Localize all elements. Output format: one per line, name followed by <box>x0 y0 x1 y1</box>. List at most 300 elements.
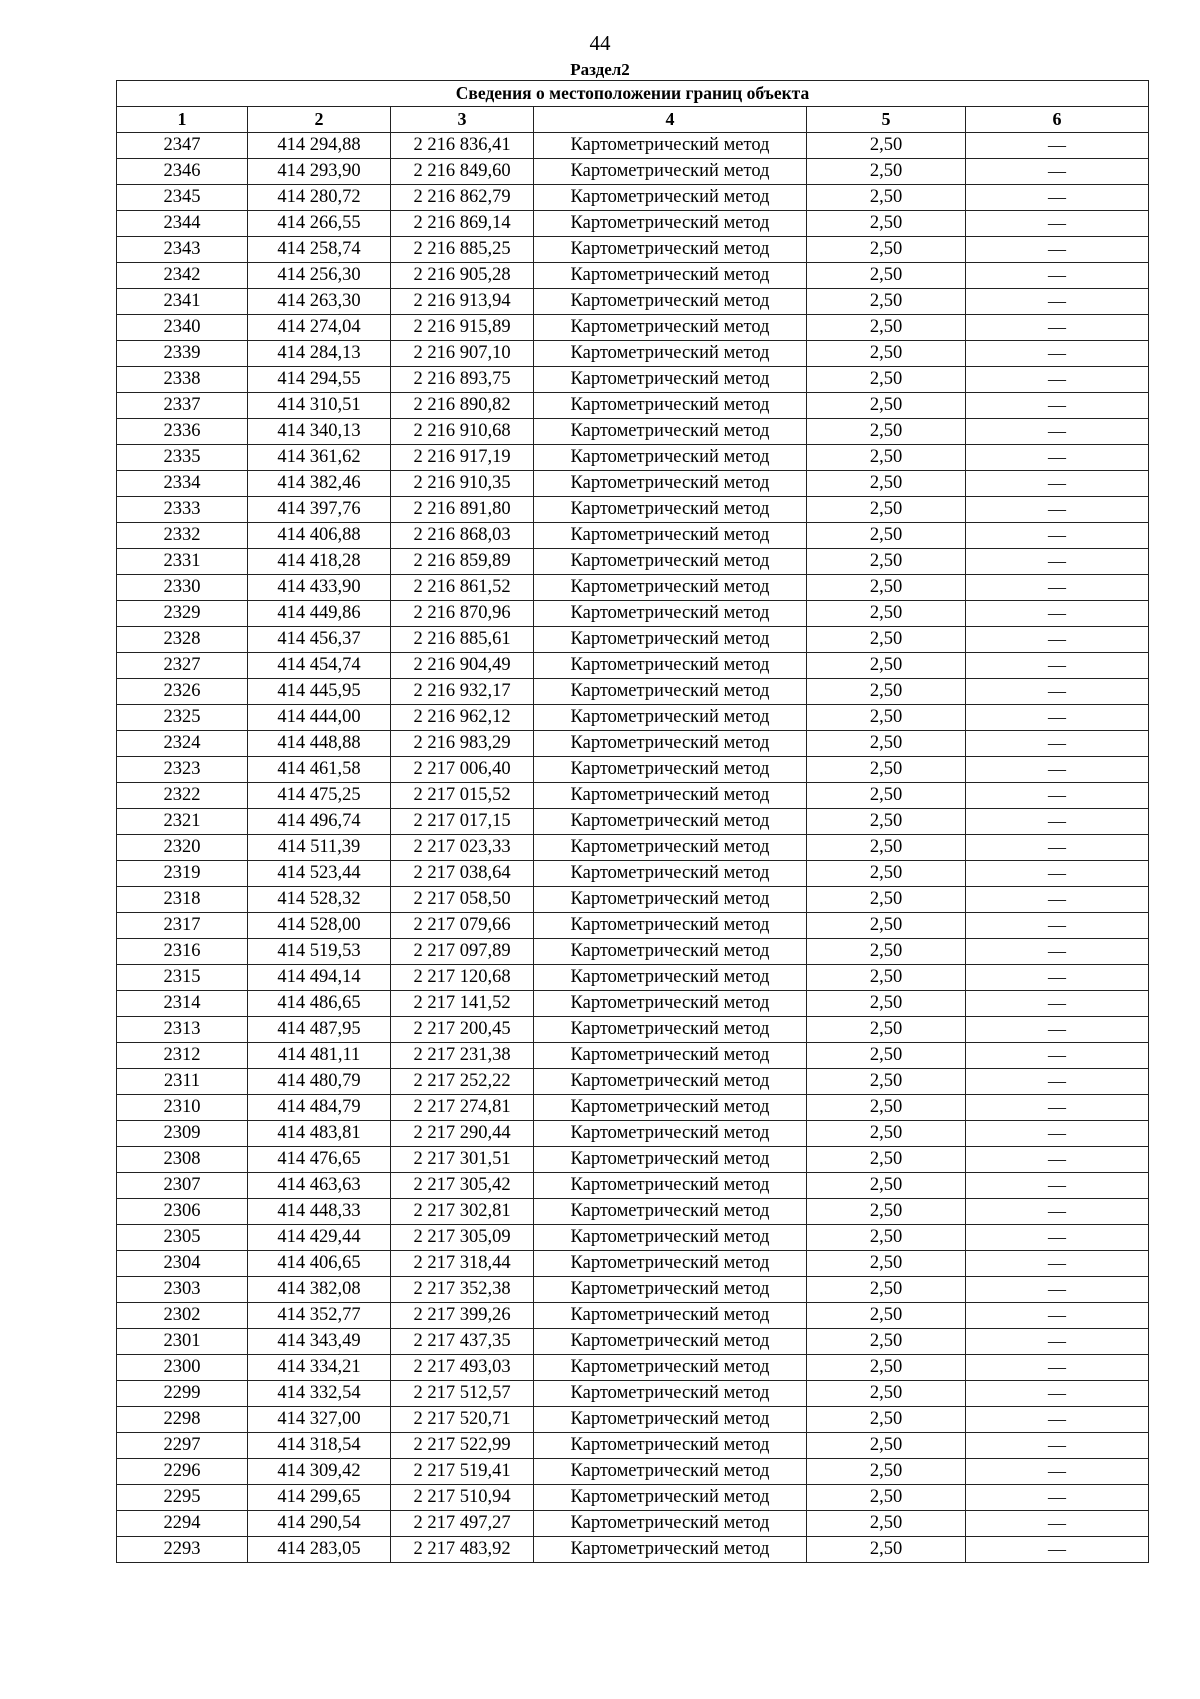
point-number-cell: 2321 <box>117 809 248 835</box>
y-coordinate-cell: 2 217 301,51 <box>391 1147 534 1173</box>
accuracy-cell: 2,50 <box>807 1199 966 1225</box>
method-cell: Картометрический метод <box>534 1017 807 1043</box>
method-cell: Картометрический метод <box>534 263 807 289</box>
x-coordinate-cell: 414 463,63 <box>248 1173 391 1199</box>
description-cell: — <box>966 159 1149 185</box>
accuracy-cell: 2,50 <box>807 783 966 809</box>
method-cell: Картометрический метод <box>534 1537 807 1563</box>
x-coordinate-cell: 414 476,65 <box>248 1147 391 1173</box>
table-row <box>117 1251 1149 1277</box>
x-coordinate-cell: 414 343,49 <box>248 1329 391 1355</box>
y-coordinate-cell: 2 216 891,80 <box>391 497 534 523</box>
column-number: 1 <box>117 107 248 133</box>
y-coordinate-cell: 2 217 305,09 <box>391 1225 534 1251</box>
y-coordinate-cell: 2 216 870,96 <box>391 601 534 627</box>
y-coordinate-cell: 2 217 437,35 <box>391 1329 534 1355</box>
x-coordinate-cell: 414 481,11 <box>248 1043 391 1069</box>
point-number-cell: 2325 <box>117 705 248 731</box>
x-coordinate-cell: 414 382,46 <box>248 471 391 497</box>
method-cell: Картометрический метод <box>534 1355 807 1381</box>
accuracy-cell: 2,50 <box>807 601 966 627</box>
x-coordinate-cell: 414 528,32 <box>248 887 391 913</box>
description-cell: — <box>966 133 1149 159</box>
point-number-cell: 2336 <box>117 419 248 445</box>
table-row <box>117 471 1149 497</box>
x-coordinate-cell: 414 352,77 <box>248 1303 391 1329</box>
point-number-cell: 2345 <box>117 185 248 211</box>
accuracy-cell: 2,50 <box>807 315 966 341</box>
table-row <box>117 939 1149 965</box>
x-coordinate-cell: 414 280,72 <box>248 185 391 211</box>
x-coordinate-cell: 414 484,79 <box>248 1095 391 1121</box>
y-coordinate-cell: 2 216 885,61 <box>391 627 534 653</box>
description-cell: — <box>966 1537 1149 1563</box>
table-row <box>117 627 1149 653</box>
description-cell: — <box>966 263 1149 289</box>
point-number-cell: 2323 <box>117 757 248 783</box>
y-coordinate-cell: 2 216 868,03 <box>391 523 534 549</box>
table-title: Сведения о местоположении границ объекта <box>117 81 1149 107</box>
section-label: Раздел2 <box>570 60 630 79</box>
table-row <box>117 419 1149 445</box>
x-coordinate-cell: 414 340,13 <box>248 419 391 445</box>
table-row <box>117 185 1149 211</box>
method-cell: Картометрический метод <box>534 1433 807 1459</box>
description-cell: — <box>966 523 1149 549</box>
y-coordinate-cell: 2 217 079,66 <box>391 913 534 939</box>
method-cell: Картометрический метод <box>534 237 807 263</box>
description-cell: — <box>966 289 1149 315</box>
x-coordinate-cell: 414 433,90 <box>248 575 391 601</box>
y-coordinate-cell: 2 217 318,44 <box>391 1251 534 1277</box>
description-cell: — <box>966 393 1149 419</box>
accuracy-cell: 2,50 <box>807 939 966 965</box>
accuracy-cell: 2,50 <box>807 887 966 913</box>
description-cell: — <box>966 861 1149 887</box>
method-cell: Картометрический метод <box>534 1303 807 1329</box>
x-coordinate-cell: 414 486,65 <box>248 991 391 1017</box>
x-coordinate-cell: 414 290,54 <box>248 1511 391 1537</box>
y-coordinate-cell: 2 217 512,57 <box>391 1381 534 1407</box>
x-coordinate-cell: 414 456,37 <box>248 627 391 653</box>
table-row <box>117 263 1149 289</box>
description-cell: — <box>966 731 1149 757</box>
point-number-cell: 2342 <box>117 263 248 289</box>
x-coordinate-cell: 414 293,90 <box>248 159 391 185</box>
accuracy-cell: 2,50 <box>807 731 966 757</box>
description-cell: — <box>966 1017 1149 1043</box>
x-coordinate-cell: 414 256,30 <box>248 263 391 289</box>
method-cell: Картометрический метод <box>534 757 807 783</box>
description-cell: — <box>966 1199 1149 1225</box>
method-cell: Картометрический метод <box>534 835 807 861</box>
point-number-cell: 2308 <box>117 1147 248 1173</box>
method-cell: Картометрический метод <box>534 549 807 575</box>
method-cell: Картометрический метод <box>534 1173 807 1199</box>
description-cell: — <box>966 211 1149 237</box>
accuracy-cell: 2,50 <box>807 341 966 367</box>
method-cell: Картометрический метод <box>534 523 807 549</box>
table-row <box>117 809 1149 835</box>
description-cell: — <box>966 1485 1149 1511</box>
table-row <box>117 1407 1149 1433</box>
y-coordinate-cell: 2 217 302,81 <box>391 1199 534 1225</box>
description-cell: — <box>966 315 1149 341</box>
point-number-cell: 2311 <box>117 1069 248 1095</box>
y-coordinate-cell: 2 216 910,35 <box>391 471 534 497</box>
point-number-cell: 2298 <box>117 1407 248 1433</box>
description-cell: — <box>966 367 1149 393</box>
y-coordinate-cell: 2 217 493,03 <box>391 1355 534 1381</box>
point-number-cell: 2312 <box>117 1043 248 1069</box>
table-row <box>117 1511 1149 1537</box>
y-coordinate-cell: 2 217 231,38 <box>391 1043 534 1069</box>
y-coordinate-cell: 2 217 520,71 <box>391 1407 534 1433</box>
accuracy-cell: 2,50 <box>807 523 966 549</box>
description-cell: — <box>966 627 1149 653</box>
point-number-cell: 2313 <box>117 1017 248 1043</box>
point-number-cell: 2305 <box>117 1225 248 1251</box>
table-row <box>117 211 1149 237</box>
x-coordinate-cell: 414 511,39 <box>248 835 391 861</box>
description-cell: — <box>966 653 1149 679</box>
x-coordinate-cell: 414 449,86 <box>248 601 391 627</box>
table-row <box>117 289 1149 315</box>
method-cell: Картометрический метод <box>534 367 807 393</box>
point-number-cell: 2315 <box>117 965 248 991</box>
description-cell: — <box>966 1407 1149 1433</box>
point-number-cell: 2294 <box>117 1511 248 1537</box>
y-coordinate-cell: 2 216 869,14 <box>391 211 534 237</box>
description-cell: — <box>966 1329 1149 1355</box>
point-number-cell: 2347 <box>117 133 248 159</box>
method-cell: Картометрический метод <box>534 965 807 991</box>
table-row <box>117 757 1149 783</box>
page-number: 44 <box>589 31 611 55</box>
description-cell: — <box>966 419 1149 445</box>
y-coordinate-cell: 2 217 352,38 <box>391 1277 534 1303</box>
table-row <box>117 1017 1149 1043</box>
x-coordinate-cell: 414 266,55 <box>248 211 391 237</box>
point-number-cell: 2309 <box>117 1121 248 1147</box>
table-row <box>117 705 1149 731</box>
x-coordinate-cell: 414 406,88 <box>248 523 391 549</box>
description-cell: — <box>966 575 1149 601</box>
table-row <box>117 1095 1149 1121</box>
point-number-cell: 2341 <box>117 289 248 315</box>
column-number: 3 <box>391 107 534 133</box>
point-number-cell: 2299 <box>117 1381 248 1407</box>
x-coordinate-cell: 414 448,33 <box>248 1199 391 1225</box>
x-coordinate-cell: 414 444,00 <box>248 705 391 731</box>
x-coordinate-cell: 414 258,74 <box>248 237 391 263</box>
y-coordinate-cell: 2 217 200,45 <box>391 1017 534 1043</box>
table-row <box>117 1537 1149 1563</box>
y-coordinate-cell: 2 217 290,44 <box>391 1121 534 1147</box>
method-cell: Картометрический метод <box>534 1225 807 1251</box>
x-coordinate-cell: 414 418,28 <box>248 549 391 575</box>
y-coordinate-cell: 2 216 849,60 <box>391 159 534 185</box>
table-row <box>117 783 1149 809</box>
accuracy-cell: 2,50 <box>807 835 966 861</box>
description-cell: — <box>966 237 1149 263</box>
table-row <box>117 1173 1149 1199</box>
method-cell: Картометрический метод <box>534 731 807 757</box>
accuracy-cell: 2,50 <box>807 991 966 1017</box>
description-cell: — <box>966 341 1149 367</box>
method-cell: Картометрический метод <box>534 1381 807 1407</box>
point-number-cell: 2337 <box>117 393 248 419</box>
y-coordinate-cell: 2 216 885,25 <box>391 237 534 263</box>
point-number-cell: 2293 <box>117 1537 248 1563</box>
accuracy-cell: 2,50 <box>807 1485 966 1511</box>
description-cell: — <box>966 1225 1149 1251</box>
accuracy-cell: 2,50 <box>807 133 966 159</box>
method-cell: Картометрический метод <box>534 939 807 965</box>
table-row <box>117 237 1149 263</box>
description-cell: — <box>966 1459 1149 1485</box>
x-coordinate-cell: 414 496,74 <box>248 809 391 835</box>
x-coordinate-cell: 414 528,00 <box>248 913 391 939</box>
point-number-cell: 2332 <box>117 523 248 549</box>
description-cell: — <box>966 1251 1149 1277</box>
y-coordinate-cell: 2 217 274,81 <box>391 1095 534 1121</box>
x-coordinate-cell: 414 461,58 <box>248 757 391 783</box>
method-cell: Картометрический метод <box>534 809 807 835</box>
table-row <box>117 679 1149 705</box>
point-number-cell: 2333 <box>117 497 248 523</box>
y-coordinate-cell: 2 217 058,50 <box>391 887 534 913</box>
x-coordinate-cell: 414 294,88 <box>248 133 391 159</box>
description-cell: — <box>966 705 1149 731</box>
table-row <box>117 445 1149 471</box>
point-number-cell: 2317 <box>117 913 248 939</box>
accuracy-cell: 2,50 <box>807 393 966 419</box>
y-coordinate-cell: 2 217 510,94 <box>391 1485 534 1511</box>
method-cell: Картометрический метод <box>534 1043 807 1069</box>
method-cell: Картометрический метод <box>534 627 807 653</box>
boundary-coordinates-table <box>116 80 1149 1563</box>
point-number-cell: 2330 <box>117 575 248 601</box>
y-coordinate-cell: 2 216 913,94 <box>391 289 534 315</box>
table-row <box>117 887 1149 913</box>
table-row <box>117 1355 1149 1381</box>
y-coordinate-cell: 2 217 120,68 <box>391 965 534 991</box>
x-coordinate-cell: 414 429,44 <box>248 1225 391 1251</box>
x-coordinate-cell: 414 519,53 <box>248 939 391 965</box>
description-cell: — <box>966 965 1149 991</box>
description-cell: — <box>966 809 1149 835</box>
table-row <box>117 965 1149 991</box>
x-coordinate-cell: 414 327,00 <box>248 1407 391 1433</box>
accuracy-cell: 2,50 <box>807 1355 966 1381</box>
x-coordinate-cell: 414 299,65 <box>248 1485 391 1511</box>
table-row <box>117 731 1149 757</box>
description-cell: — <box>966 1173 1149 1199</box>
accuracy-cell: 2,50 <box>807 809 966 835</box>
accuracy-cell: 2,50 <box>807 653 966 679</box>
method-cell: Картометрический метод <box>534 1069 807 1095</box>
x-coordinate-cell: 414 382,08 <box>248 1277 391 1303</box>
point-number-cell: 2338 <box>117 367 248 393</box>
accuracy-cell: 2,50 <box>807 913 966 939</box>
x-coordinate-cell: 414 454,74 <box>248 653 391 679</box>
point-number-cell: 2340 <box>117 315 248 341</box>
method-cell: Картометрический метод <box>534 1199 807 1225</box>
table-row <box>117 1069 1149 1095</box>
point-number-cell: 2295 <box>117 1485 248 1511</box>
table-row <box>117 991 1149 1017</box>
description-cell: — <box>966 757 1149 783</box>
table-row <box>117 575 1149 601</box>
accuracy-cell: 2,50 <box>807 1017 966 1043</box>
method-cell: Картометрический метод <box>534 393 807 419</box>
table-row <box>117 653 1149 679</box>
y-coordinate-cell: 2 216 904,49 <box>391 653 534 679</box>
table-row <box>117 1329 1149 1355</box>
x-coordinate-cell: 414 309,42 <box>248 1459 391 1485</box>
description-cell: — <box>966 1355 1149 1381</box>
method-cell: Картометрический метод <box>534 289 807 315</box>
y-coordinate-cell: 2 217 023,33 <box>391 835 534 861</box>
description-cell: — <box>966 445 1149 471</box>
point-number-cell: 2328 <box>117 627 248 653</box>
table-row <box>117 549 1149 575</box>
point-number-cell: 2334 <box>117 471 248 497</box>
accuracy-cell: 2,50 <box>807 965 966 991</box>
x-coordinate-cell: 414 274,04 <box>248 315 391 341</box>
y-coordinate-cell: 2 216 983,29 <box>391 731 534 757</box>
y-coordinate-cell: 2 217 522,99 <box>391 1433 534 1459</box>
method-cell: Картометрический метод <box>534 861 807 887</box>
description-cell: — <box>966 835 1149 861</box>
y-coordinate-cell: 2 216 890,82 <box>391 393 534 419</box>
method-cell: Картометрический метод <box>534 445 807 471</box>
point-number-cell: 2329 <box>117 601 248 627</box>
method-cell: Картометрический метод <box>534 705 807 731</box>
y-coordinate-cell: 2 216 859,89 <box>391 549 534 575</box>
x-coordinate-cell: 414 318,54 <box>248 1433 391 1459</box>
point-number-cell: 2346 <box>117 159 248 185</box>
point-number-cell: 2297 <box>117 1433 248 1459</box>
accuracy-cell: 2,50 <box>807 1225 966 1251</box>
y-coordinate-cell: 2 216 962,12 <box>391 705 534 731</box>
y-coordinate-cell: 2 217 141,52 <box>391 991 534 1017</box>
method-cell: Картометрический метод <box>534 471 807 497</box>
point-number-cell: 2304 <box>117 1251 248 1277</box>
point-number-cell: 2316 <box>117 939 248 965</box>
description-cell: — <box>966 1121 1149 1147</box>
table-row <box>117 367 1149 393</box>
accuracy-cell: 2,50 <box>807 1173 966 1199</box>
accuracy-cell: 2,50 <box>807 1277 966 1303</box>
accuracy-cell: 2,50 <box>807 1043 966 1069</box>
x-coordinate-cell: 414 523,44 <box>248 861 391 887</box>
point-number-cell: 2331 <box>117 549 248 575</box>
table-row <box>117 1199 1149 1225</box>
description-cell: — <box>966 1511 1149 1537</box>
accuracy-cell: 2,50 <box>807 679 966 705</box>
table-row <box>117 497 1149 523</box>
table-row <box>117 1485 1149 1511</box>
table-row <box>117 159 1149 185</box>
point-number-cell: 2301 <box>117 1329 248 1355</box>
y-coordinate-cell: 2 217 006,40 <box>391 757 534 783</box>
x-coordinate-cell: 414 263,30 <box>248 289 391 315</box>
description-cell: — <box>966 913 1149 939</box>
point-number-cell: 2306 <box>117 1199 248 1225</box>
method-cell: Картометрический метод <box>534 315 807 341</box>
table-row <box>117 861 1149 887</box>
accuracy-cell: 2,50 <box>807 1303 966 1329</box>
description-cell: — <box>966 471 1149 497</box>
point-number-cell: 2296 <box>117 1459 248 1485</box>
y-coordinate-cell: 2 217 038,64 <box>391 861 534 887</box>
accuracy-cell: 2,50 <box>807 1095 966 1121</box>
table-row <box>117 913 1149 939</box>
method-cell: Картометрический метод <box>534 1277 807 1303</box>
x-coordinate-cell: 414 361,62 <box>248 445 391 471</box>
method-cell: Картометрический метод <box>534 1147 807 1173</box>
method-cell: Картометрический метод <box>534 185 807 211</box>
x-coordinate-cell: 414 284,13 <box>248 341 391 367</box>
accuracy-cell: 2,50 <box>807 289 966 315</box>
x-coordinate-cell: 414 487,95 <box>248 1017 391 1043</box>
y-coordinate-cell: 2 217 519,41 <box>391 1459 534 1485</box>
y-coordinate-cell: 2 216 905,28 <box>391 263 534 289</box>
table-row <box>117 835 1149 861</box>
point-number-cell: 2307 <box>117 1173 248 1199</box>
accuracy-cell: 2,50 <box>807 1407 966 1433</box>
point-number-cell: 2319 <box>117 861 248 887</box>
point-number-cell: 2302 <box>117 1303 248 1329</box>
accuracy-cell: 2,50 <box>807 237 966 263</box>
table-row <box>117 1303 1149 1329</box>
column-number: 2 <box>248 107 391 133</box>
point-number-cell: 2322 <box>117 783 248 809</box>
x-coordinate-cell: 414 448,88 <box>248 731 391 757</box>
column-number: 5 <box>807 107 966 133</box>
table-row <box>117 393 1149 419</box>
accuracy-cell: 2,50 <box>807 575 966 601</box>
accuracy-cell: 2,50 <box>807 367 966 393</box>
accuracy-cell: 2,50 <box>807 1537 966 1563</box>
point-number-cell: 2343 <box>117 237 248 263</box>
description-cell: — <box>966 887 1149 913</box>
accuracy-cell: 2,50 <box>807 471 966 497</box>
description-cell: — <box>966 1147 1149 1173</box>
description-cell: — <box>966 1433 1149 1459</box>
x-coordinate-cell: 414 283,05 <box>248 1537 391 1563</box>
y-coordinate-cell: 2 217 017,15 <box>391 809 534 835</box>
table-row <box>117 1043 1149 1069</box>
x-coordinate-cell: 414 310,51 <box>248 393 391 419</box>
y-coordinate-cell: 2 216 862,79 <box>391 185 534 211</box>
point-number-cell: 2326 <box>117 679 248 705</box>
accuracy-cell: 2,50 <box>807 1147 966 1173</box>
method-cell: Картометрический метод <box>534 1407 807 1433</box>
accuracy-cell: 2,50 <box>807 1121 966 1147</box>
column-number-row <box>117 107 1149 133</box>
description-cell: — <box>966 1069 1149 1095</box>
table-row <box>117 1121 1149 1147</box>
accuracy-cell: 2,50 <box>807 445 966 471</box>
x-coordinate-cell: 414 483,81 <box>248 1121 391 1147</box>
y-coordinate-cell: 2 216 917,19 <box>391 445 534 471</box>
method-cell: Картометрический метод <box>534 783 807 809</box>
point-number-cell: 2300 <box>117 1355 248 1381</box>
table-row <box>117 523 1149 549</box>
